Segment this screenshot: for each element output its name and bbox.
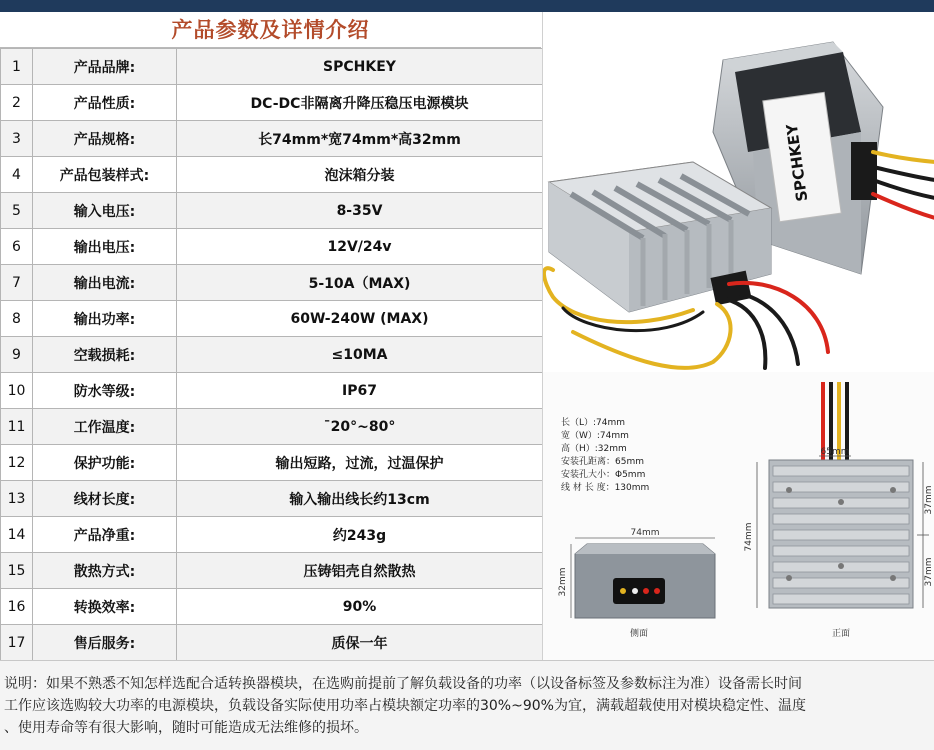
spec-value: DC-DC非隔离升降压稳压电源模块	[177, 85, 543, 121]
spec-value: 输出短路，过流，过温保护	[177, 445, 543, 481]
spec-row	[1, 445, 543, 481]
hole-spacing-label: 65mm	[820, 447, 850, 457]
spec-value: IP67	[177, 373, 543, 409]
note-line-3: 、使用寿命等有很大影响，随时可能造成无法维修的损坏。	[4, 720, 368, 736]
spec-label: 空载损耗:	[33, 337, 177, 373]
spec-row	[1, 625, 543, 661]
spec-row	[1, 49, 543, 85]
spec-value: 泡沫箱分装	[177, 157, 543, 193]
row-number: 1	[1, 49, 33, 85]
spec-row	[1, 553, 543, 589]
technical-drawing	[543, 372, 934, 660]
spec-label: 产品净重:	[33, 517, 177, 553]
spec-label: 线材长度:	[33, 481, 177, 517]
spec-value: 90%	[177, 589, 543, 625]
side-caption: 侧面	[629, 629, 649, 639]
dimension-item: 长（L）:74mm	[561, 418, 626, 428]
spec-value: 压铸铝壳自然散热	[177, 553, 543, 589]
spec-row	[1, 301, 543, 337]
spec-row	[1, 265, 543, 301]
spec-value: 输入输出线长约13cm	[177, 481, 543, 517]
spec-label: 产品规格:	[33, 121, 177, 157]
spec-value: SPCHKEY	[177, 49, 543, 85]
spec-value: ˉ20°~80°	[177, 409, 543, 445]
dimension-item: 高（H）:32mm	[561, 444, 627, 454]
spec-label: 售后服务:	[33, 625, 177, 661]
row-number: 14	[1, 517, 33, 553]
back-wires	[873, 152, 934, 218]
side-view	[558, 528, 715, 639]
spec-label: 防水等级:	[33, 373, 177, 409]
spec-label: 工作温度:	[33, 409, 177, 445]
spec-label: 产品性质:	[33, 85, 177, 121]
spec-value: 8-35V	[177, 193, 543, 229]
spec-value: 5-10A（MAX)	[177, 265, 543, 301]
usage-note	[0, 660, 934, 750]
spec-row	[1, 193, 543, 229]
front-half-top-label: 37mm	[924, 485, 934, 515]
row-number: 2	[1, 85, 33, 121]
product-photo	[543, 12, 934, 372]
dimension-item: 宽（W）:74mm	[561, 431, 629, 441]
module-brand-label: SPCHKEY	[782, 122, 812, 203]
dimension-item: 安装孔大小：Φ5mm	[561, 470, 646, 480]
spec-row	[1, 121, 543, 157]
row-number: 15	[1, 553, 33, 589]
page-title: 产品参数及详情介绍	[171, 18, 370, 42]
front-half-bottom-label: 37mm	[924, 557, 934, 587]
spec-value: 60W-240W (MAX)	[177, 301, 543, 337]
spec-value: 12V/24v	[177, 229, 543, 265]
front-caption: 正面	[831, 629, 851, 639]
side-width-label: 74mm	[630, 528, 660, 538]
spec-row	[1, 481, 543, 517]
spec-row	[1, 157, 543, 193]
spec-value: 约243g	[177, 517, 543, 553]
spec-row	[1, 85, 543, 121]
row-number: 17	[1, 625, 33, 661]
spec-row	[1, 373, 543, 409]
spec-label: 输出电压:	[33, 229, 177, 265]
spec-label: 转换效率:	[33, 589, 177, 625]
title-row	[0, 12, 541, 48]
row-number: 9	[1, 337, 33, 373]
spec-label: 产品品牌:	[33, 49, 177, 85]
spec-label: 输出功率:	[33, 301, 177, 337]
spec-row	[1, 517, 543, 553]
dimension-item: 安装孔距离：65mm	[561, 457, 644, 467]
row-number: 6	[1, 229, 33, 265]
dimension-item: 线 材 长 度：130mm	[561, 483, 650, 493]
top-bar	[0, 0, 934, 12]
row-number: 10	[1, 373, 33, 409]
right-panel	[542, 12, 934, 660]
spec-row	[1, 229, 543, 265]
row-number: 5	[1, 193, 33, 229]
side-height-label: 32mm	[558, 567, 568, 597]
spec-value: ≤10MA	[177, 337, 543, 373]
row-number: 11	[1, 409, 33, 445]
front-height-label: 74mm	[744, 522, 754, 552]
spec-label: 产品包装样式:	[33, 157, 177, 193]
spec-row	[1, 409, 543, 445]
spec-label: 输入电压:	[33, 193, 177, 229]
spec-row	[1, 589, 543, 625]
spec-label: 散热方式:	[33, 553, 177, 589]
row-number: 12	[1, 445, 33, 481]
note-line-1: 说明：如果不熟悉不知怎样选配合适转换器模块，在选购前提前了解负载设备的功率（以设备标签及参数标注为准）设备需长时间	[4, 676, 802, 692]
spec-table	[0, 48, 543, 661]
note-line-2: 工作应该选购较大功率的电源模块，负载设备实际使用功率占模块额定功率的30%~90%为宜，满载超载使用对模块稳定性、温度	[4, 698, 806, 714]
row-number: 4	[1, 157, 33, 193]
spec-value: 长74mm*宽74mm*高32mm	[177, 121, 543, 157]
row-number: 3	[1, 121, 33, 157]
drawing-figures	[543, 372, 934, 660]
row-number: 8	[1, 301, 33, 337]
row-number: 16	[1, 589, 33, 625]
front-view	[744, 382, 934, 639]
row-number: 7	[1, 265, 33, 301]
row-number: 13	[1, 481, 33, 517]
spec-label: 保护功能:	[33, 445, 177, 481]
spec-label: 输出电流:	[33, 265, 177, 301]
spec-row	[1, 337, 543, 373]
spec-value: 质保一年	[177, 625, 543, 661]
spec-table-body	[1, 49, 543, 661]
